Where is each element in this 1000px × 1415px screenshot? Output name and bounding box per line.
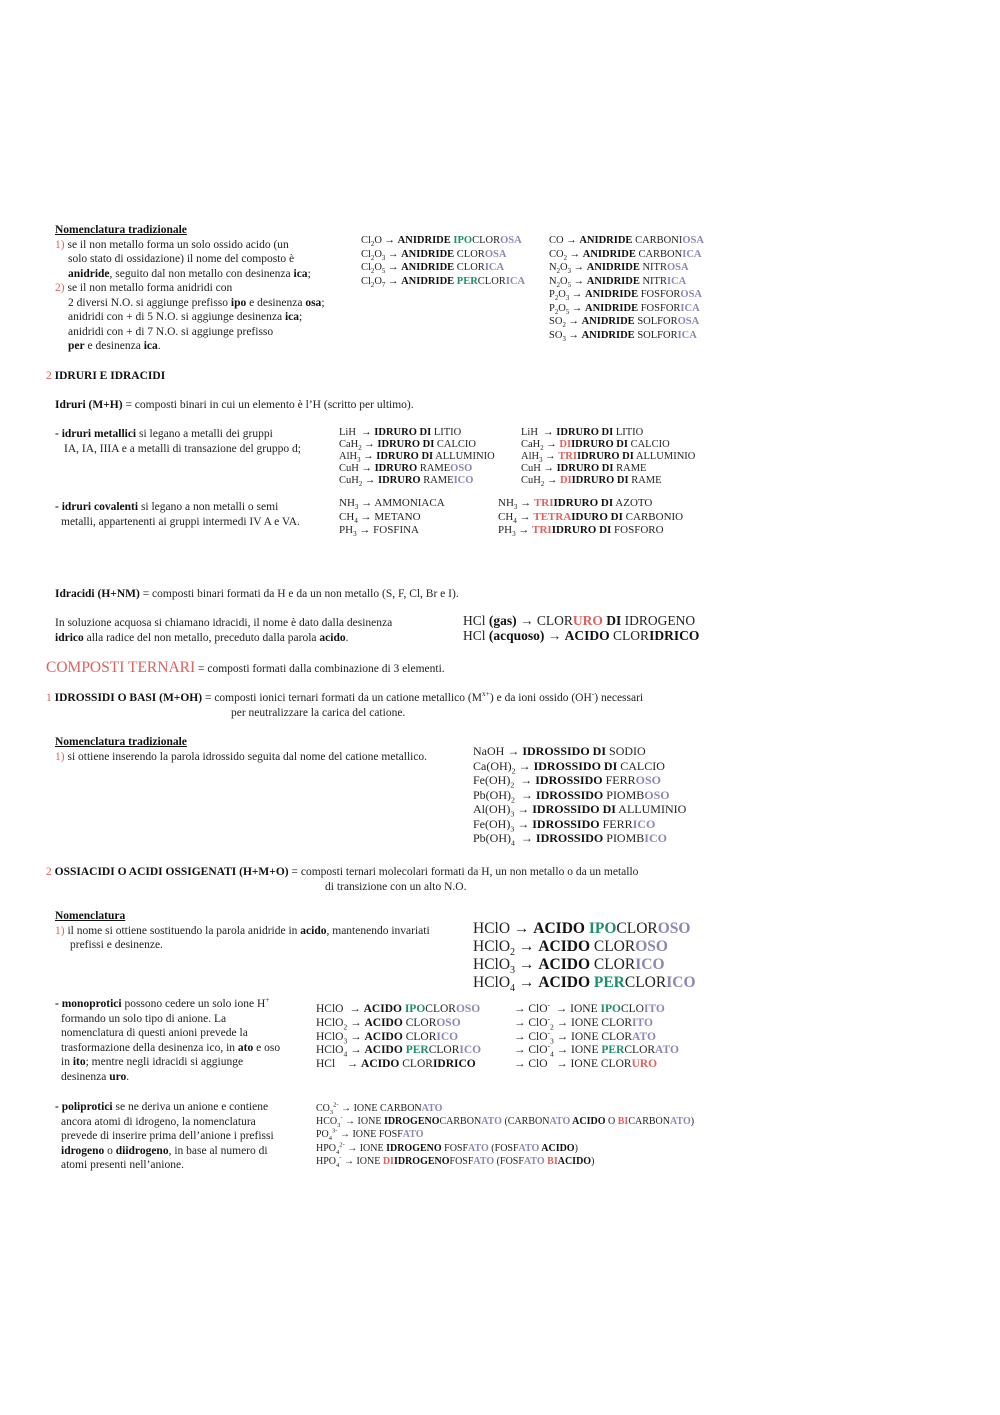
list-item: → ClO- → IONE IPOCLOITO xyxy=(514,1000,665,1015)
list-item: $P_2O_3$ → ANIDRIDE FOSFOROSA xyxy=(549,289,703,303)
list-item: LiH → IDRURO DI LITIO xyxy=(339,427,462,438)
section-title: 2 IDRURI E IDRACIDI xyxy=(46,370,166,382)
section-heading: Nomenclatura xyxy=(55,910,126,922)
list-item: CuH$_2$ → DIIDRURO DI RAME xyxy=(521,475,662,489)
list-item: $CH_4$ → METANO xyxy=(339,510,421,525)
list-item: $PH_3$ → FOSFINA xyxy=(339,524,419,539)
rule-line: anidride, seguito dal non metallo con desinenza ica; xyxy=(68,267,311,280)
list-item: $CO_2$ → ANIDRIDE CARBONICA xyxy=(549,248,702,262)
idrossidi-definition: 1 IDROSSIDI O BASI (M+OH) = composti ionici ternari formati da un catione metallico $(M^{x+})$ e da ioni ossido (OH-) necessari per neutralizzare la carica del catione. xyxy=(46,689,644,719)
list-item: $HCO_3^-$ → IONE IDROGENOCARBONATO (CARBONATO ACIDO O BICARBONATO) xyxy=(316,1114,695,1130)
list-item: $Fe(OH)_3$ → IDROSSIDO FERRICO xyxy=(473,816,656,833)
list-item: $Cl_2O_3$ → ANIDRIDE CLOROSA xyxy=(361,248,507,262)
list-item: HClO → ACIDO IPOCLOROSO xyxy=(473,920,691,937)
list-item: $CO_3^{2-}$ → IONE CARBONATO xyxy=(316,1101,443,1116)
poliprotici-list xyxy=(316,1102,694,1168)
rule-line: per e desinenza ica. xyxy=(68,340,161,352)
idruri-metallici-list-tradizionale xyxy=(339,427,495,487)
list-item: AlH$_3$ → TRIIDRURO DI ALLUMINIO xyxy=(521,451,696,465)
list-item: $Pb(OH)_2$ → IDROSSIDO PIOMBOSO xyxy=(473,787,670,804)
list-item: HClO$_2$ → ACIDO CLOROSO xyxy=(316,1016,461,1032)
list-item: HCl (gas) → CLORURO DI IDROGENO xyxy=(463,613,696,628)
list-item: $PH_3$ → TRIIDRURO DI FOSFORO xyxy=(498,524,664,539)
list-item: $N_2O_3$ → ANIDRIDE NITROSA xyxy=(549,262,689,276)
list-item: CO → ANIDRIDE CARBONIOSA xyxy=(549,235,704,246)
ossiacidi-big-list xyxy=(473,920,696,995)
idruri-covalenti-text: - idruri covalenti si legano a non metalli o semi metalli, appartenenti ai gruppi intermedi IV A e VA. xyxy=(55,501,300,528)
idrossidi-nomenclatura: Nomenclatura tradizionale 1) si ottiene inserendo la parola idrossido seguita dal nome del catione metallico. xyxy=(55,736,428,763)
idracidi-examples xyxy=(463,613,699,643)
list-item: $N_2O_5$ → ANIDRIDE NITRICA xyxy=(549,275,687,289)
monoprotici-acidi-list xyxy=(316,1003,481,1072)
list-item: $Cl_2O_7$ → ANIDRIDE PERCLORICA xyxy=(361,275,526,289)
list-item: HClO$_4$ → ACIDO PERCLORICO xyxy=(316,1044,482,1059)
list-item: $SO_3$ → ANIDRIDE SOLFORICA xyxy=(549,329,697,343)
ossiacidi-definition: 2 OSSIACIDI O ACIDI OSSIGENATI (H+M+O) = composti ternari molecolari formati da H, un non metallo o da un metallo di transizione con un alto N.O. xyxy=(46,866,639,893)
rule-line: 1) se il non metallo forma un solo ossido acido (un xyxy=(55,238,289,251)
composti-ternari-title: COMPOSTI TERNARI = composti formati dalla combinazione di 3 elementi. xyxy=(46,659,445,676)
list-item: $NH_3$ → TRIIDRURO DI AZOTO xyxy=(498,497,653,512)
monoprotici-text: - monoprotici possono cedere un solo ione H+ formando un solo tipo di anione. La nomenclatura di questi anioni prevede la trasformazione della desinenza ico, in ato e oso in ito; mentre negli idracidi si aggiunge desinenza uro. xyxy=(55,995,281,1083)
idruri-definition: Idruri (M+H) = composti binari in cui un elemento è l’H (scritto per ultimo). xyxy=(55,399,414,411)
monoprotici-ioni-list xyxy=(514,1000,679,1072)
list-item: $CH_4$ → TETRAIDURO DI CARBONIO xyxy=(498,510,684,525)
list-item: $Pb(OH)_4$ → IDROSSIDO PIOMBICO xyxy=(473,831,667,848)
list-item: $Al(OH)_3$ → IDROSSIDO DI ALLUMINIO xyxy=(473,802,687,819)
nomenclatura-anidridi-section xyxy=(55,223,355,354)
idruri-covalenti-list-iupac xyxy=(498,497,683,538)
list-item: HClO$_2$ → ACIDO CLOROSO xyxy=(473,938,668,959)
list-item: → ClO-$_3$ → IONE CLORATO xyxy=(514,1027,656,1045)
list-item: $PO_4^{3-}$ → IONE FOSFATO xyxy=(316,1128,424,1143)
list-item: $Cl_2O$ → ANIDRIDE IPOCLOROSA xyxy=(361,235,522,249)
ossiacidi-nomenclatura: Nomenclatura 1) il nome si ottiene sostituendo la parola anidride in acido, mantenendo invariati prefissi e desinenze. xyxy=(55,910,430,951)
list-item: $Cl_2O_5$ → ANIDRIDE CLORICA xyxy=(361,262,505,276)
anidridi-cloro-list xyxy=(361,234,525,288)
list-item: HClO$_3$ → ACIDO CLORICO xyxy=(473,956,665,977)
list-item: HClO → ACIDO IPOCLOROSO xyxy=(316,1003,481,1015)
list-item: → ClO-$_4$ → IONE PERCLORATO xyxy=(514,1041,679,1059)
idruri-covalenti-list-tradizionale xyxy=(339,497,445,538)
list-item: HCl → ACIDO CLORIDRICO xyxy=(316,1058,476,1071)
list-item: $HPO_4^{2-}$ → IONE IDROGENO FOSFATO (FOSFATO ACIDO) xyxy=(316,1141,578,1156)
idracidi-text: In soluzione acquosa si chiamano idracidi, il nome è dato dalla desinenza idrico alla radice del non metallo, preceduto dalla parola acido. xyxy=(55,617,393,644)
list-item: $Fe(OH)_2$ → IDROSSIDO FERROSO xyxy=(473,773,661,790)
list-item: HClO$_4$ → ACIDO PERCLORICO xyxy=(473,974,696,995)
section-heading: Nomenclatura tradizionale xyxy=(55,224,187,236)
list-item: NaOH → IDROSSIDO DI SODIO xyxy=(473,744,646,758)
list-item: AlH$_3$ → IDRURO DI ALLUMINIO xyxy=(339,451,495,465)
list-item: LiH → IDRURO DI LITIO xyxy=(521,427,644,438)
idruri-metallici-text: - idruri metallici si legano a metalli dei gruppi IA, IA, IIIA e a metalli di transazione del gruppo d; xyxy=(55,428,301,455)
list-item: CuH → IDRURO DI RAME xyxy=(521,463,647,474)
list-item: $P_2O_5$ → ANIDRIDE FOSFORICA xyxy=(549,302,700,316)
rule-line: 2) se il non metallo forma anidridi con xyxy=(55,282,233,294)
idrossidi-list xyxy=(473,744,686,846)
list-item: HCl (acquoso) → ACIDO CLORIDRICO xyxy=(463,628,700,643)
list-item: $NH_3$ → AMMONIACA xyxy=(339,497,445,512)
rule-line: anidridi con + di 7 N.O. si aggiunge prefisso xyxy=(68,325,274,338)
list-item: → ClO-$_2$ → IONE CLORITO xyxy=(514,1013,653,1032)
rule-line: 2 diversi N.O. si aggiunge prefisso ipo e desinenza osa; xyxy=(68,296,325,309)
list-item: CaH$_2$ → IDRURO DI CALCIO xyxy=(339,439,477,453)
list-item: $SO_2$ → ANIDRIDE SOLFOROSA xyxy=(549,316,700,330)
idracidi-definition: Idracidi (H+NM) = composti binari formati da H e da un non metallo (S, F, Cl, Br e I). xyxy=(55,588,459,600)
anidridi-altre-list xyxy=(549,234,704,342)
list-item: CuH → IDRURO RAMEOSO xyxy=(339,463,473,474)
list-item: CuH$_2$ → IDRURO RAMEICO xyxy=(339,475,474,489)
list-item: $HPO_4^-$ → IONE DIIDROGENOFOSFATO (FOSFATO BIACIDO) xyxy=(316,1154,595,1169)
rule-line: anidridi con + di 5 N.O. si aggiunge desinenza ica; xyxy=(68,311,303,323)
list-item: $Ca(OH)_2$ → IDROSSIDO DI CALCIO xyxy=(473,758,665,775)
idruri-metallici-list-iupac xyxy=(521,427,695,487)
list-item: CaH$_2$ → DIIDRURO DI CALCIO xyxy=(521,439,670,453)
poliprotici-text: - poliprotici se ne deriva un anione e contiene ancora atomi di idrogeno, la nomenclatura prevede di inserire prima dell’anione i prefissi idrogeno o diidrogeno, in base al numero di atomi presenti nell’anione. xyxy=(55,1101,274,1171)
rule-line: solo stato di ossidazione) il nome del composto è xyxy=(68,253,295,265)
list-item: HClO$_3$ → ACIDO CLORICO xyxy=(316,1030,459,1045)
list-item: → ClO → IONE CLORURO xyxy=(514,1058,658,1071)
section-heading: Nomenclatura tradizionale xyxy=(55,736,187,748)
